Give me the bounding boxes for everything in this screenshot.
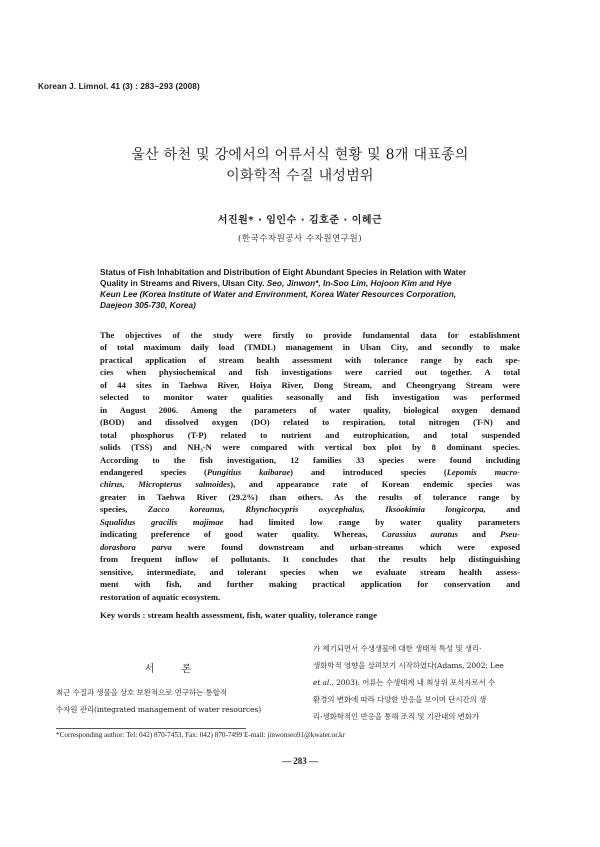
english-authors-line: Daejeon 305-730, Korea) [100,300,196,310]
citation-etal: et al. [313,678,332,687]
english-title-line [100,278,520,289]
english-authors-lead: Seo, Jinwon*, In-Soo Lim, Hojoon Kim and Hye [264,278,452,288]
keywords: Key words : stream health assessment, fish, water quality, tolerance range [100,610,377,620]
species-name: dorasbora parva [100,541,172,552]
intro-line: 수자원 관리(integrated management of water resources) [56,705,262,714]
abstract-line: The objectives of the study were firstly to provide fundamental data for establishment [100,330,520,340]
abstract-line: of total maximum daily load (TMDL) management in Ulsan City, and secondly to make [100,342,520,353]
korean-authors: 서진원* · 임인수 · 김호준 · 이헤근 [217,215,383,226]
abstract-text: indicating preference of good water quality. Whereas, [100,529,382,540]
abstract-line [100,466,520,478]
abstract-text: ) and introduced species ( [290,466,447,477]
species-name: Pungitius kaibarae [206,466,291,477]
abstract-line: (BOD) and dissolved oxygen (DO) related to respiration, total nitrogen (T-N) and [100,417,520,428]
abstract-text: and [485,504,520,515]
abstract-line [100,541,520,553]
journal-citation: Korean J. Limnol. 41 (3) : 283~293 (2008) [38,82,200,91]
abstract-text: and [457,529,500,540]
intro-text: , 2003). 어류는 수생태계 내 최상위 포식자로서 수 [331,678,496,687]
intro-line [313,674,549,691]
intro-line: 리·생화학적인 반응을 통해 조직 및 기관내의 변화가 [313,712,480,721]
page-number: — 283 — [282,756,318,766]
english-authors-line: Keun Lee (Korea Institute of Water and Environment, Korea Water Resources Corporation, [100,289,457,299]
section-heading-introduction: 서 론 [144,664,204,675]
species-name: Pseu- [499,529,521,540]
abstract-line: cies when physiochemical and fish investigations were carried out together. A total [100,367,520,378]
abstract-line: greater in Taehwa River (29.2%) than others. As the results of tolerance range by [100,491,520,502]
intro-line: 가 제기되면서 수생생물에 대한 생태적 특성 및 생리· [313,644,482,653]
intro-left-column [56,684,292,718]
abstract-text: species, [100,504,148,515]
korean-title-line: 이화학적 수질 내성범위 [226,168,374,184]
abstract-line: selected to monitor water qualities seasonally and fish investigation was performed [100,392,520,403]
english-title-end: Quality in Streams and Rivers, Ulsan City. [100,278,265,288]
korean-title-line: 울산 하천 및 강에서의 어류서식 현황 및 8개 대표종의 [131,147,469,163]
abstract-line: According to the fish investigation, 12 families 33 species were found including [100,454,520,465]
intro-line: 생화학적 영향을 살펴보기 시작하였다(Adams, 2002; Lee [313,661,504,670]
abstract-line: in August 2006. Among the parameters of water quality, biological oxygen demand [100,404,520,415]
species-name: Squalidus gracilis majimae [100,516,224,527]
abstract-line: solids (TSS) and NH₃-N were compared with vertical box plot by 8 dominant species. [100,442,520,453]
abstract-line: practical application of stream health assessment with tolerance range by each spe- [100,354,520,365]
abstract-line: total phosphorus (T-P) related to nutrient and eutrophication, and total suspended [100,429,520,440]
korean-title [60,145,540,187]
abstract-line: restoration of aquatic ecosystem. [100,591,221,602]
english-title-line: Status of Fish Inhabitation and Distribution of Eight Abundant Species in Relation with Water [100,267,467,277]
abstract-line [100,478,520,490]
english-title-block [100,267,520,311]
abstract-line [100,516,520,528]
intro-right-column [313,640,549,725]
abstract-text: ), and appearance rate of Korean endemic species was [230,479,520,490]
abstract-line: sensitive, intermediate, and tolerant species when we evaluate stream health assess- [100,566,520,577]
abstract-line: of 44 sites in Taehwa River, Hoiya River, Dong Stream, and Cheongryang Stream were [100,379,520,390]
abstract [100,329,520,603]
korean-affiliation: (한국수자원공사 수자원연구원) [237,234,363,244]
abstract-line: ment with fish, and further making practical application for conservation and [100,579,520,590]
intro-line: 최근 수질과 생물을 상호 보완적으로 연구하는 통합적 [56,688,227,697]
abstract-text: endangered species ( [100,466,207,477]
abstract-line: from frequent inflow of pollutants. It concludes that the results help distinguishing [100,554,520,565]
species-name: Lepomis macro- [446,466,520,477]
abstract-text: were found downstream and urban-streams which were exposed [171,541,521,552]
intro-line: 환경의 변화에 따라 다양한 반응을 보이며 단시간의 생 [313,695,487,704]
abstract-line [100,503,520,515]
footnote-rule [56,728,246,729]
species-name: Carassius auratus [381,529,458,540]
abstract-text: had limited low range by water quality parameters [223,516,520,527]
species-name: Zacco koreanus, Rhynchocypris oxycephalus, Iksookimia longicorpa, [147,504,486,515]
abstract-line [100,528,520,540]
corresponding-author-footnote: *Corresponding author: Tel: 042) 870-7453, Fax: 042) 870-7499 E-mail: jinwonseo91@kwater.or.kr [56,731,346,739]
species-name: chirus, Micropterus salmoides [100,479,231,490]
